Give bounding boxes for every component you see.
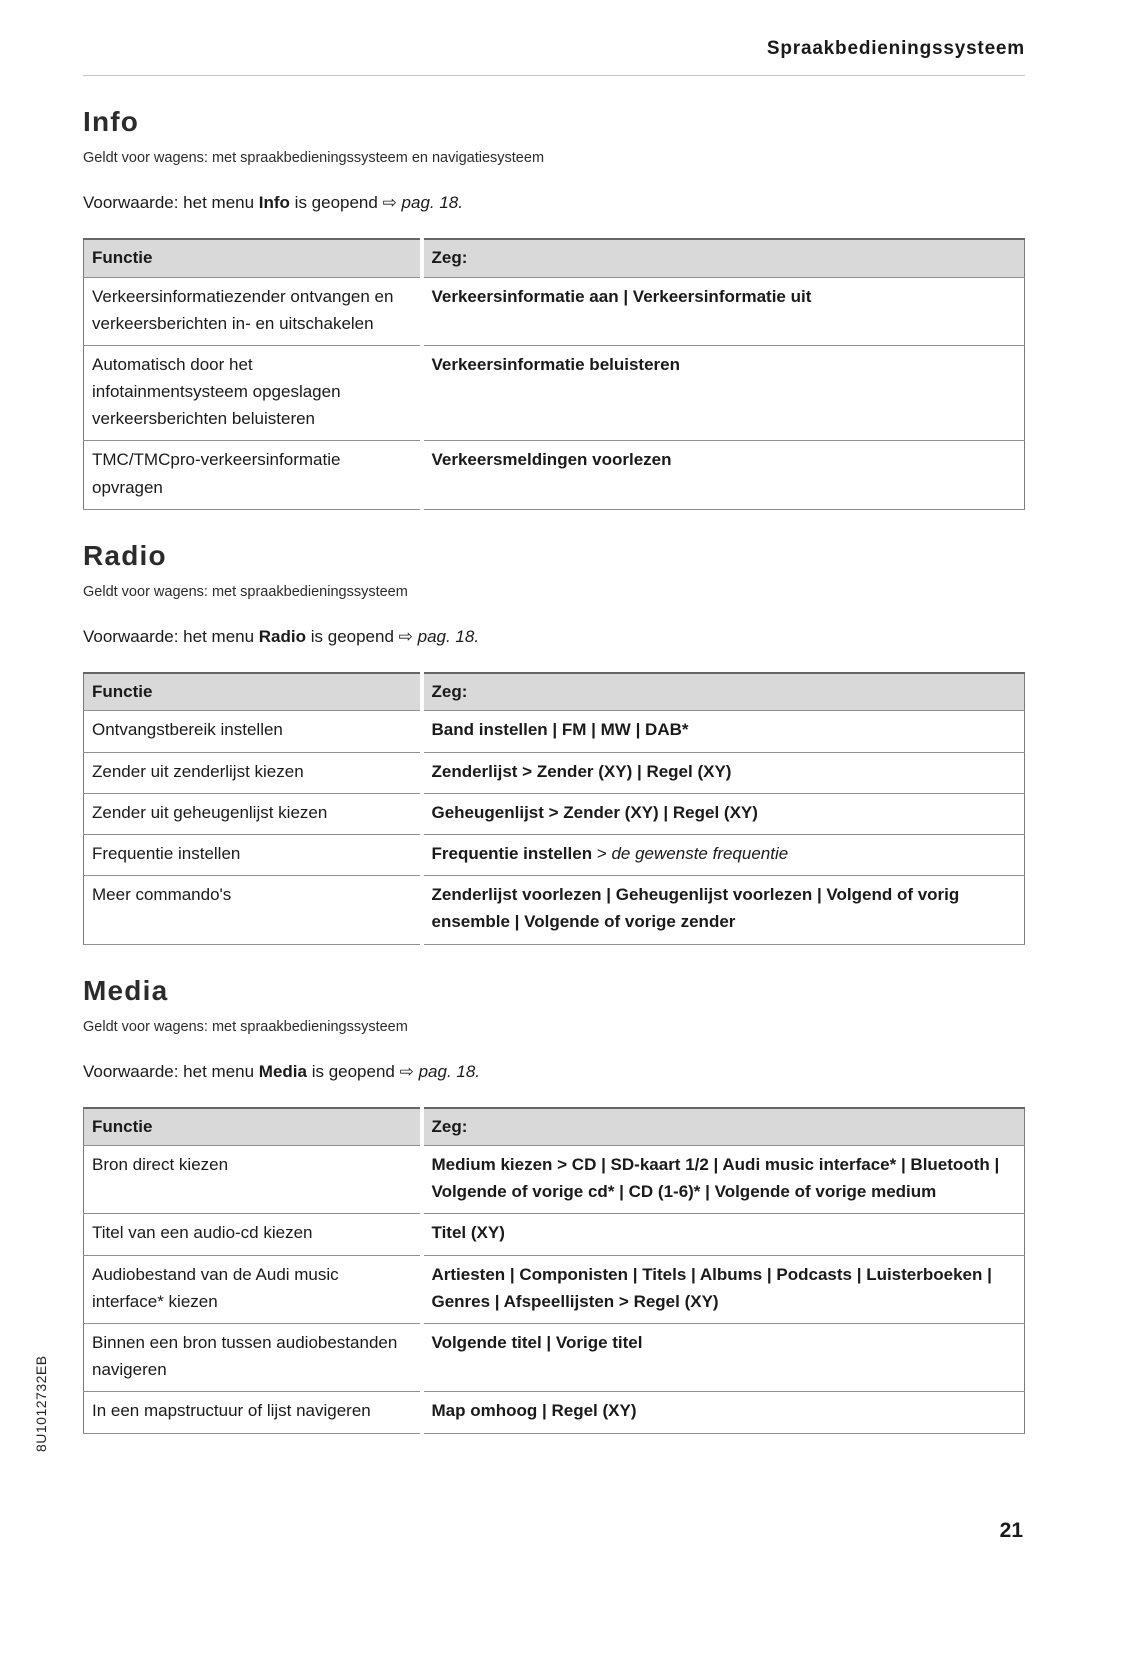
- functie-cell: Verkeersinformatiezender ontvangen en verkeersberichten in- en uitschakelen: [84, 277, 422, 345]
- functie-cell: Binnen een bron tussen audiobestanden navigeren: [84, 1323, 422, 1391]
- column-header-zeg: Zeg:: [422, 239, 1025, 277]
- functie-cell: Zender uit zenderlijst kiezen: [84, 752, 422, 793]
- zeg-cell: [422, 1214, 1025, 1255]
- zeg-cell: [422, 834, 1025, 875]
- text-segment: Medium kiezen > CD | SD-kaart 1/2 | Audi music interface* | Bluetooth | Volgende of vorige cd* | CD (1-6)* | Volgende of vorige medium: [431, 1155, 1000, 1202]
- table-header-row: [84, 1108, 1025, 1146]
- condition-paragraph: [83, 1059, 515, 1085]
- table-row: [84, 752, 1025, 793]
- functie-cell: Bron direct kiezen: [84, 1146, 422, 1214]
- text-segment: Map omhoog | Regel (XY): [431, 1401, 637, 1421]
- column-header-zeg: Zeg:: [422, 1108, 1025, 1146]
- text-segment: Info: [258, 193, 290, 212]
- zeg-cell: [422, 277, 1025, 345]
- zeg-cell: [422, 345, 1025, 441]
- media-command-table: [83, 1107, 1025, 1434]
- functie-cell: Titel van een audio-cd kiezen: [84, 1214, 422, 1255]
- text-segment: >: [592, 843, 612, 863]
- text-segment: Artiesten | Componisten | Titels | Albums | Podcasts | Luisterboeken | Genres | Afspeellijsten > Regel (XY): [431, 1264, 992, 1311]
- functie-cell: TMC/TMCpro-verkeersinformatie opvragen: [84, 441, 422, 509]
- section-info: [83, 106, 1025, 510]
- zeg-cell: [422, 876, 1025, 944]
- column-header-zeg: Zeg:: [422, 673, 1025, 711]
- info-command-table: [83, 238, 1025, 510]
- zeg-cell: [422, 793, 1025, 834]
- text-segment: Geheugenlijst > Zender (XY) | Regel (XY): [431, 802, 758, 822]
- document-side-code: 8U1012732EB: [33, 1355, 49, 1452]
- text-segment: Verkeersinformatie beluisteren: [431, 354, 681, 374]
- table-row: [84, 793, 1025, 834]
- zeg-cell: [422, 752, 1025, 793]
- text-segment: Zenderlijst > Zender (XY) | Regel (XY): [431, 761, 732, 781]
- functie-cell: Meer commando's: [84, 876, 422, 944]
- section-radio: [83, 540, 1025, 945]
- applies-note: Geldt voor wagens: met spraakbedieningssysteem: [83, 583, 408, 600]
- table-row: [84, 441, 1025, 509]
- section-title-media: Media: [83, 974, 169, 1006]
- text-segment: Voorwaarde: het menu: [83, 1061, 259, 1081]
- page-content: [83, 0, 1025, 1434]
- text-segment: Band instellen | FM | MW | DAB*: [431, 720, 689, 740]
- text-segment: Titel (XY): [431, 1223, 505, 1243]
- document-header-title: Spraakbedieningssysteem: [83, 0, 1025, 76]
- table-header-row: [84, 673, 1025, 711]
- condition-paragraph: [83, 624, 515, 650]
- section-title-radio: Radio: [83, 539, 167, 571]
- text-segment: pag. 18.: [417, 626, 480, 646]
- text-segment: Verkeersinformatie aan | Verkeersinformatie uit: [431, 286, 812, 306]
- zeg-cell: [422, 441, 1025, 509]
- zeg-cell: [422, 1146, 1025, 1214]
- text-segment: de gewenste frequentie: [611, 843, 789, 863]
- text-segment: is geopend: [306, 1061, 400, 1081]
- text-segment: is geopend: [289, 193, 383, 212]
- reference-arrow-icon: ⇨: [382, 193, 402, 212]
- applies-note: Geldt voor wagens: met spraakbedieningssysteem: [83, 1018, 408, 1035]
- condition-paragraph: [83, 190, 515, 216]
- table-row: [84, 1214, 1025, 1255]
- text-segment: pag. 18.: [418, 1061, 481, 1081]
- radio-command-table: [83, 672, 1025, 944]
- text-segment: Media: [258, 1061, 307, 1081]
- zeg-cell: [422, 711, 1025, 752]
- text-segment: Volgende titel | Vorige titel: [431, 1332, 643, 1352]
- table-row: [84, 876, 1025, 944]
- functie-cell: Automatisch door het infotainmentsysteem opgeslagen verkeersberichten beluisteren: [84, 345, 422, 441]
- reference-arrow-icon: ⇨: [399, 1061, 419, 1081]
- text-segment: Frequentie instellen: [431, 843, 593, 863]
- table-row: [84, 1323, 1025, 1391]
- page-number: 21: [999, 1519, 1023, 1542]
- table-row: [84, 1146, 1025, 1214]
- text-segment: Radio: [258, 626, 307, 646]
- column-header-functie: Functie: [84, 673, 422, 711]
- functie-cell: Zender uit geheugenlijst kiezen: [84, 793, 422, 834]
- functie-cell: Audiobestand van de Audi music interface* kiezen: [84, 1255, 422, 1323]
- functie-cell: Frequentie instellen: [84, 834, 422, 875]
- table-row: [84, 277, 1025, 345]
- table-row: [84, 711, 1025, 752]
- text-segment: Zenderlijst voorlezen | Geheugenlijst voorlezen | Volgend of vorig ensemble | Volgende of vorige zender: [431, 885, 960, 932]
- applies-note: Geldt voor wagens: met spraakbedieningssysteem en navigatiesysteem: [83, 150, 545, 166]
- section-title-info: Info: [83, 106, 140, 137]
- zeg-cell: [422, 1323, 1025, 1391]
- table-row: [84, 1255, 1025, 1323]
- zeg-cell: [422, 1392, 1025, 1433]
- table-row: [84, 834, 1025, 875]
- column-header-functie: Functie: [84, 239, 422, 277]
- text-segment: pag. 18.: [401, 193, 463, 212]
- reference-arrow-icon: ⇨: [398, 626, 418, 646]
- zeg-cell: [422, 1255, 1025, 1323]
- text-segment: Voorwaarde: het menu: [83, 626, 259, 646]
- table-row: [84, 1392, 1025, 1433]
- text-segment: Voorwaarde: het menu: [83, 193, 259, 212]
- table-header-row: [84, 239, 1025, 277]
- section-media: [83, 975, 1025, 1434]
- functie-cell: Ontvangstbereik instellen: [84, 711, 422, 752]
- text-segment: is geopend: [306, 626, 399, 646]
- functie-cell: In een mapstructuur of lijst navigeren: [84, 1392, 422, 1433]
- table-row: [84, 345, 1025, 441]
- text-segment: Verkeersmeldingen voorlezen: [431, 450, 672, 470]
- column-header-functie: Functie: [84, 1108, 422, 1146]
